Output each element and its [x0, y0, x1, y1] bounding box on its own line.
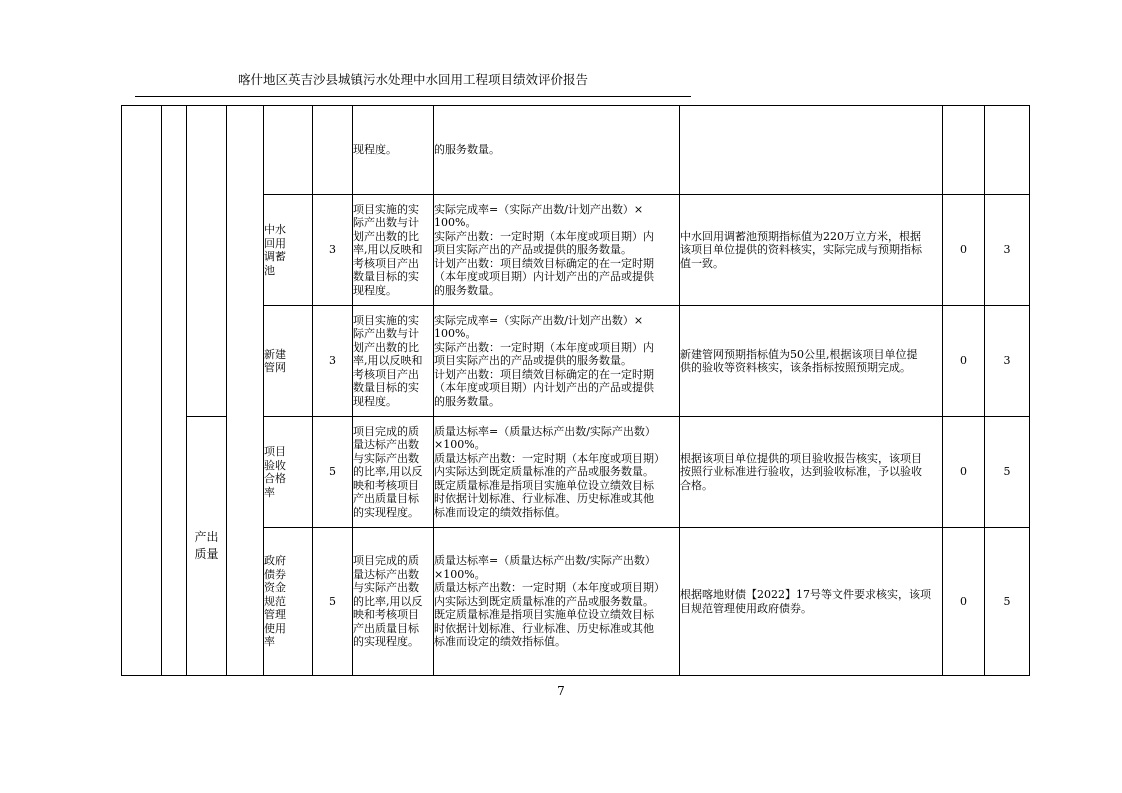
deduction-cell: 0	[943, 528, 985, 676]
basis-cell	[680, 106, 943, 195]
score-cell: 3	[985, 195, 1030, 306]
table-row	[122, 106, 1030, 195]
level3-indicator-cell: 政府 债券 资金 规范 管理 使用 率	[264, 528, 313, 676]
score-cell: 5	[985, 528, 1030, 676]
page-header-title: 喀什地区英吉沙县城镇污水处理中水回用工程项目绩效评价报告	[237, 72, 588, 87]
basis-cell: 根据喀地财债【2022】17号等文件要求核实，该项 目规范管理使用政府债券。	[680, 528, 943, 676]
level1-weight-cell	[162, 106, 187, 676]
level1-indicator-cell	[122, 106, 162, 676]
score-cell: 3	[985, 306, 1030, 417]
explanation-cell: 现程度。	[353, 106, 434, 195]
deduction-cell: 0	[943, 417, 985, 528]
basis-cell: 新建管网预期指标值为50公里,根据该项目单位提 供的验收等资料核实，该条指标按照预期完成。	[680, 306, 943, 417]
weight-cell	[313, 106, 353, 195]
level3-indicator-cell: 中水 回用 调蓄 池	[264, 195, 313, 306]
level2-indicator-cell	[187, 417, 227, 676]
formula-cell: 实际完成率=（实际产出数/计划产出数）× 100%。 实际产出数：一定时期（本年度或项目期）内 项目实际产出的产品或提供的服务数量。 计划产出数：项目绩效目标确定的在一定时期 （本年度或项目期）内计划产出的产品或提供 的服务数量。	[434, 195, 680, 306]
explanation-cell: 项目完成的质 量达标产出数 与实际产出数 的比率,用以反 映和考核项目 产出质量目标 的实现程度。	[353, 417, 434, 528]
level3-indicator-cell	[264, 106, 313, 195]
basis-cell: 中水回用调蓄池预期指标值为220万立方米，根据 该项目单位提供的资料核实，实际完成与预期指标 值一致。	[680, 195, 943, 306]
level2-indicator-label: 产出 质量	[194, 530, 219, 561]
deduction-cell	[943, 106, 985, 195]
basis-cell: 根据该项目单位提供的项目验收报告核实，该项目 按照行业标准进行验收，达到验收标准，予以验收 合格。	[680, 417, 943, 528]
header-rule	[135, 96, 691, 97]
level3-indicator-cell: 新建 管网	[264, 306, 313, 417]
explanation-cell: 项目实施的实 际产出数与计 划产出数的比 率,用以反映和 考核项目产出 数量目标的实 现程度。	[353, 195, 434, 306]
weight-cell: 3	[313, 195, 353, 306]
formula-cell: 实际完成率=（实际产出数/计划产出数）× 100%。 实际产出数：一定时期（本年度或项目期）内 项目实际产出的产品或提供的服务数量。 计划产出数：项目绩效目标确定的在一定时期 （本年度或项目期）内计划产出的产品或提供 的服务数量。	[434, 306, 680, 417]
evaluation-table	[121, 105, 1030, 676]
weight-cell: 5	[313, 417, 353, 528]
formula-cell: 的服务数量。	[434, 106, 680, 195]
level2-weight-cell	[227, 106, 264, 676]
explanation-cell: 项目实施的实 际产出数与计 划产出数的比 率,用以反映和 考核项目产出 数量目标的实 现程度。	[353, 306, 434, 417]
deduction-cell: 0	[943, 195, 985, 306]
level3-indicator-cell: 项目 验收 合格 率	[264, 417, 313, 528]
deduction-cell: 0	[943, 306, 985, 417]
weight-cell: 3	[313, 306, 353, 417]
level2-indicator-cell-upper	[187, 106, 227, 417]
explanation-cell: 项目完成的质 量达标产出数 与实际产出数 的比率,用以反 映和考核项目 产出质量目标 的实现程度。	[353, 528, 434, 676]
page-number: 7	[557, 684, 565, 698]
weight-cell: 5	[313, 528, 353, 676]
formula-cell: 质量达标率=（质量达标产出数/实际产出数） ×100%。 质量达标产出数：一定时期（本年度或项目期） 内实际达到既定质量标准的产品或服务数量。 既定质量标准是指项目实施单位设立绩效目标 时依据计划标准、行业标准、历史标准或其他 标准而设定的绩效指标值。	[434, 417, 680, 528]
score-cell	[985, 106, 1030, 195]
score-cell: 5	[985, 417, 1030, 528]
formula-cell: 质量达标率=（质量达标产出数/实际产出数） ×100%。 质量达标产出数：一定时期（本年度或项目期） 内实际达到既定质量标准的产品或服务数量。 既定质量标准是指项目实施单位设立绩效目标 时依据计划标准、行业标准、历史标准或其他 标准而设定的绩效指标值。	[434, 528, 680, 676]
